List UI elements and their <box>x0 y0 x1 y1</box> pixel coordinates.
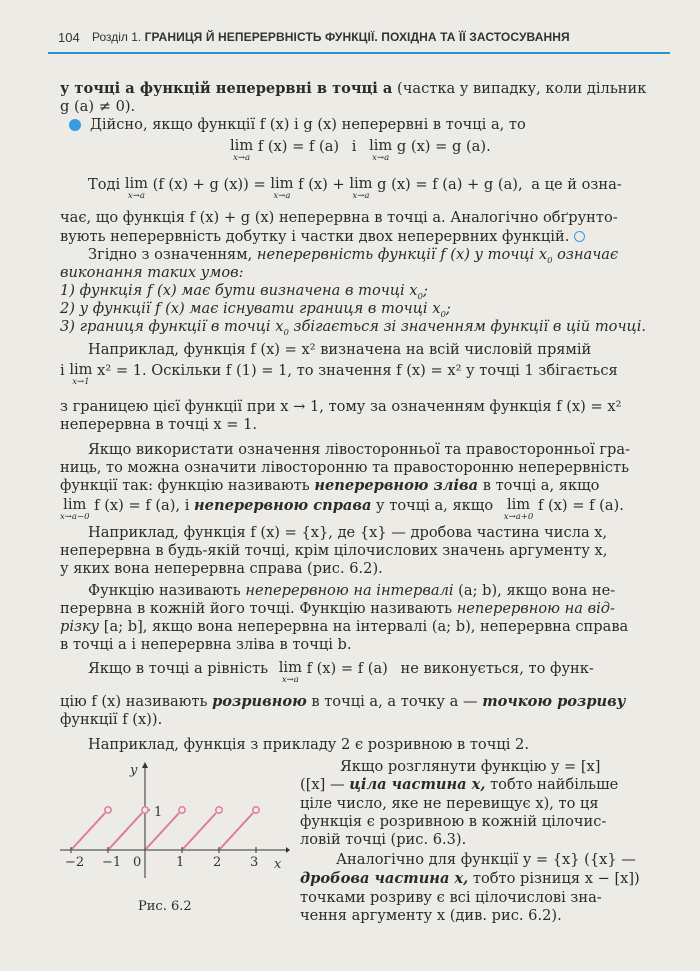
text-line <box>88 582 615 600</box>
formula-text: f (x) = f (a). <box>537 497 624 514</box>
lim-sub: x→a <box>273 191 291 201</box>
formula-line <box>230 138 491 163</box>
text-line: Наприклад, функція f (x) = {x}, де {x} — дробова частина числа x, <box>88 524 608 541</box>
limit-operator <box>69 362 92 387</box>
text-span: перервна в кожній його точці. Функцію називають <box>60 600 457 617</box>
x-tick-label: −2 <box>65 855 85 870</box>
lim-sub: x→a <box>233 153 251 163</box>
limit-operator <box>60 497 90 522</box>
figure-caption: Рис. 6.2 <box>138 899 192 914</box>
text-line <box>60 618 628 636</box>
formula-text: f (x) = f (a), <box>94 497 181 514</box>
text-span: ([x] — <box>300 776 350 793</box>
text-span: тобто різниця x − [x]) <box>468 870 640 887</box>
formula-line <box>88 660 594 685</box>
list-text: 2) у функції f (x) має існувати границя в точці x <box>60 300 441 317</box>
text-span: в точці a, якщо <box>478 477 600 494</box>
text-line: g (a) ≠ 0). <box>60 98 136 115</box>
text-line: ловій точці (рис. 6.3). <box>300 831 467 848</box>
text-span: у точці a, якщо <box>371 497 494 514</box>
graph-segments <box>71 807 259 850</box>
text-span: а це й озна- <box>531 176 622 193</box>
text-line <box>60 600 615 618</box>
lim-sub: x→a <box>372 153 390 163</box>
open-point <box>216 807 222 813</box>
formula-line <box>60 497 624 522</box>
text-line: функція є розривною в кожній цілочис- <box>300 813 607 830</box>
formula-text: f (x) = f (a) <box>257 138 340 155</box>
text-line: точками розриву є всі цілочислові зна- <box>300 889 602 906</box>
x-tick-label: −1 <box>102 855 122 870</box>
text-line: Наприклад, функція з прикладу 2 є розривною в точці 2. <box>88 736 529 753</box>
text-line: з границею цієї функції при x → 1, тому за означенням функція f (x) = x² <box>60 398 622 415</box>
proof-end-icon <box>574 231 585 242</box>
y-label: y <box>130 763 138 778</box>
term-phrase: розривною <box>212 693 307 710</box>
formula-text: g (x) = f (a) + g (a), <box>377 176 523 193</box>
lim-text: lim <box>124 175 149 192</box>
text-span: [a; b], якщо вона неперервна на інтервалі (a; b), неперервна справа <box>99 618 629 635</box>
section-title: ГРАНИЦЯ Й НЕПЕРЕРВНІСТЬ ФУНКЦІЇ. ПОХІДНА ТА ЇЇ ЗАСТОСУВАННЯ <box>144 30 570 44</box>
list-item: 2) у функції f (x) має існувати границя в точці $x_0$; <box>60 300 451 320</box>
figure-6-2 <box>50 758 290 888</box>
lim-sub: x→1 <box>72 377 90 387</box>
text-span: вують неперервність добутку і частки двох неперервних функцій. <box>60 228 570 245</box>
section-heading <box>92 30 570 44</box>
list-text: 1) функція f (x) має бути визначена в точці x <box>60 282 418 299</box>
lim-sub: x→a <box>352 191 370 201</box>
x-tick-label: 1 <box>176 855 185 870</box>
open-point <box>179 807 185 813</box>
formula-text: g (x) = g (a). <box>396 138 491 155</box>
limit-operator <box>349 176 372 201</box>
text-span: і <box>60 362 65 379</box>
formula-text: x² = 1. Оскільки f (1) = 1, то значення f (x) = x² у точці 1 збігається <box>97 362 618 379</box>
formula-text: f (x) + <box>298 176 345 193</box>
page-header <box>58 26 670 52</box>
text-span: Функцію називають <box>88 582 246 599</box>
text-line <box>60 477 599 495</box>
limit-operator <box>270 176 293 201</box>
text-line: виконання таких умов: <box>60 264 244 281</box>
formula-line <box>60 362 618 387</box>
lim-text: lim <box>349 175 373 192</box>
lim-text: lim <box>369 137 393 154</box>
text-line: функції f (x)). <box>60 711 163 728</box>
graph-segment <box>219 813 253 850</box>
limit-operator <box>279 660 302 685</box>
lim-sub: x→a+0 <box>503 512 534 522</box>
text-line <box>300 776 618 794</box>
x-label: x <box>274 857 282 872</box>
formula-text: і <box>351 138 357 155</box>
header-rule <box>48 52 670 54</box>
bold-phrase: у точці a функцій неперервні в точці a <box>60 80 393 97</box>
text-line: Згідно з означенням, неперервність функції f (x) у точці $x_0$ означає <box>88 246 619 266</box>
text-line: неперервна в будь-якій точці, крім цілочислових значень аргументу x, <box>60 542 608 559</box>
formula-line <box>88 176 622 201</box>
term-phrase: неперервною справа <box>194 497 372 514</box>
italic-phrase: різку <box>60 618 100 635</box>
text-line: у яких вона неперервна справа (рис. 6.2). <box>60 560 383 577</box>
text-span: не виконується, то функ- <box>400 660 594 677</box>
text-span: функції так: функцію називають <box>60 477 315 494</box>
text-line: ціле число, яке не перевищує x), то ця <box>300 795 599 812</box>
x-tick-label: 2 <box>213 855 222 870</box>
text-span: (a; b), якщо вона не- <box>453 582 616 599</box>
text-line <box>60 693 625 711</box>
graph-segment <box>71 813 105 850</box>
list-text: 3) границя функції в точці x <box>60 318 284 335</box>
text-line: Наприклад, функція f (x) = x² визначена на всій числовій прямій <box>88 341 592 358</box>
open-point <box>142 807 148 813</box>
page-number: 104 <box>58 30 80 45</box>
limit-operator <box>369 138 392 163</box>
lim-sub: x→a <box>127 191 145 201</box>
term-phrase: точкою розриву <box>482 693 626 710</box>
text-line: неперервна в точці x = 1. <box>60 416 258 433</box>
y-axis-arrow <box>142 762 148 768</box>
text-line: ниць, то можна означити лівосторонню та правосторонню неперервність <box>60 459 630 476</box>
lim-text: lim <box>69 361 93 378</box>
term-phrase: ціла частина x, <box>349 776 486 793</box>
text-span: Якщо в точці a рівність <box>88 660 269 677</box>
lim-text: lim <box>63 496 87 513</box>
text-line: чення аргументу x (див. рис. 6.2). <box>300 907 562 924</box>
lim-sub: x→a−0 <box>60 512 90 522</box>
text-span: в точці a, а точку a — <box>306 693 483 710</box>
formula-text: f (x) = f (a) <box>306 660 388 677</box>
limit-operator <box>125 176 148 201</box>
term-phrase: дробова частина x, <box>300 870 469 887</box>
lim-text: lim <box>278 659 302 676</box>
open-point <box>253 807 259 813</box>
y-tick-label: 1 <box>154 805 163 820</box>
open-point <box>105 807 111 813</box>
list-item: 1) функція f (x) має бути визначена в точці $x_0$; <box>60 282 428 302</box>
limit-operator <box>230 138 253 163</box>
lim-text: lim <box>506 496 531 513</box>
text-line: в точці a і неперервна зліва в точці b. <box>60 636 352 653</box>
text-line: Якщо розглянути функцію y = [x] <box>340 758 601 775</box>
italic-phrase: неперервною на інтервалі <box>245 582 454 599</box>
list-item: 3) границя функції в точці $x_0$ збігається зі значенням функції в цій точці. <box>60 318 647 338</box>
x-axis-arrow <box>286 847 290 853</box>
italic-phrase: неперервною на від- <box>456 600 615 617</box>
graph-segment <box>182 813 216 850</box>
lim-sub: x→a <box>281 675 299 685</box>
text-line <box>300 870 640 888</box>
italic-phrase: неперервність функції f (x) у точці x <box>256 246 548 263</box>
list-text: збігається зі значенням функції в цій точці. <box>288 318 647 335</box>
x-tick-label: 0 <box>133 855 142 870</box>
text-span: Згідно з означенням, <box>88 246 257 263</box>
section-prefix: Розділ 1. <box>92 30 142 44</box>
term-phrase: неперервною зліва <box>314 477 479 494</box>
text-line: Аналогічно для функції y = {x} ({x} — <box>336 851 636 868</box>
text-line <box>60 228 585 246</box>
text-span: і <box>180 497 195 514</box>
text-span: (частка у випадку, коли дільник <box>392 80 647 97</box>
graph-segment <box>108 813 142 850</box>
x-tick-label: 3 <box>250 855 259 870</box>
lim-text: lim <box>230 137 254 154</box>
formula-text: (f (x) + g (x)) = <box>152 176 266 193</box>
limit-operator <box>504 497 534 522</box>
proof-start-icon <box>69 119 81 131</box>
text-span: тобто найбільше <box>485 776 619 793</box>
text-line: Якщо використати означення лівосторонньої та правосторонньої гра- <box>88 441 631 458</box>
lim-text: lim <box>270 175 294 192</box>
italic-phrase: означає <box>552 246 619 263</box>
text-line: Дійсно, якщо функції f (x) і g (x) неперервні в точці a, то <box>90 116 526 133</box>
text-line: чає, що функція f (x) + g (x) неперервна в точці a. Аналогічно обґрунто- <box>60 209 618 226</box>
text-span: цію f (x) називають <box>60 693 213 710</box>
text-line <box>60 80 646 98</box>
text-span: Тоді <box>88 176 121 193</box>
